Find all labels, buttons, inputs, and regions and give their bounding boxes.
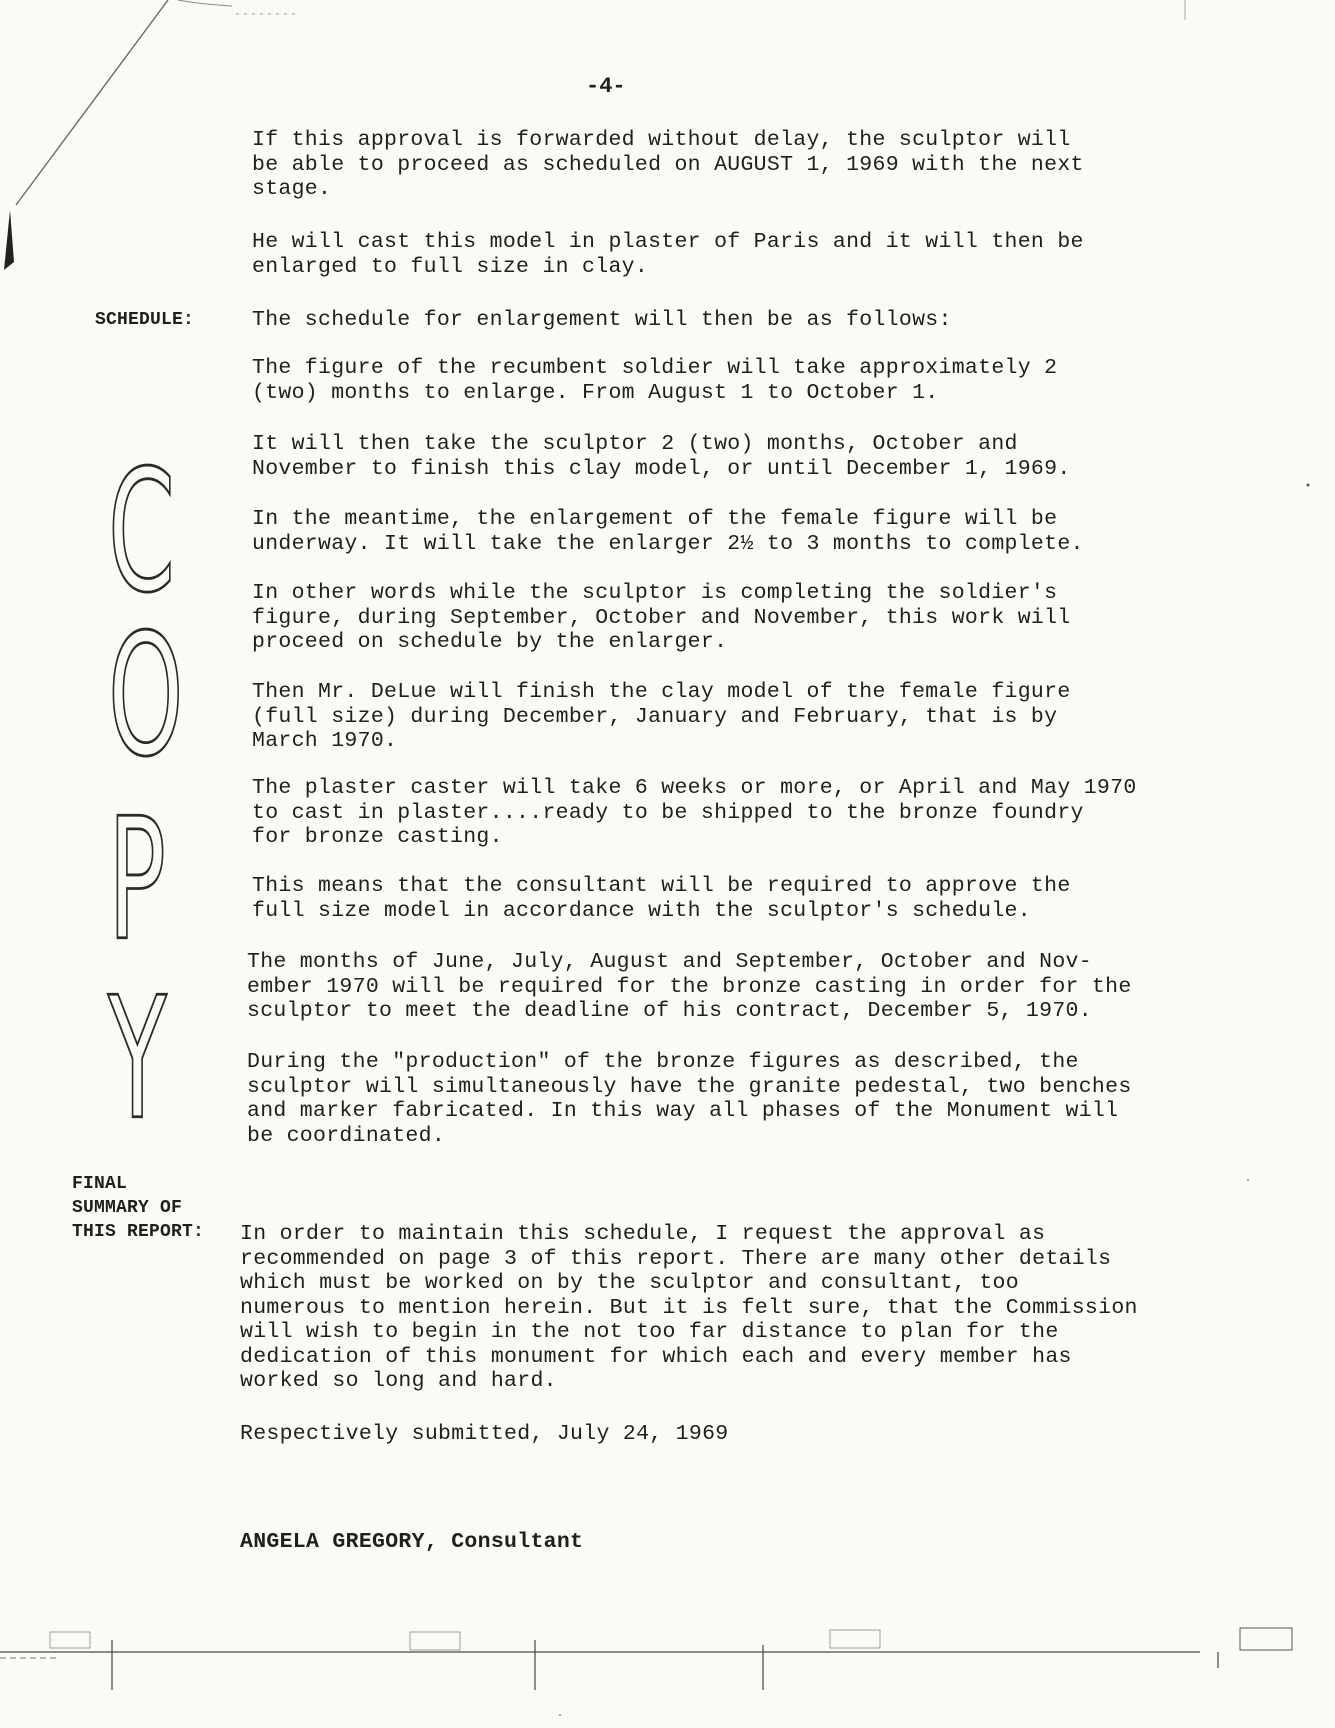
paragraph-approval: If this approval is forwarded without delay, the sculptor will be able to proceed as scheduled on AUGUST 1, 1969 with the next stage.	[252, 128, 1084, 201]
paragraph-schedule-intro: The schedule for enlargement will then be as follows:	[252, 308, 952, 332]
paragraph-female-figure: In the meantime, the enlargement of the female figure will be underway. It will take the enlarger 2½ to 3 months to complete.	[252, 507, 1084, 556]
paragraph-soldier-figure: The figure of the recumbent soldier will take approximately 2 (two) months to enlarge. From August 1 to October 1.	[252, 356, 1058, 405]
copy-stamp-letter-p: P	[108, 782, 166, 978]
schedule-label: SCHEDULE:	[95, 310, 195, 330]
paragraph-final-summary: In order to maintain this schedule, I request the approval as recommended on page 3 of this report. There are many other details which must be worked on by the sculptor and consultant, too numerous to mention herein. But it is felt sure, that the Commission will wish to begin in the not too far distance to plan for the dedication of this monument for which each and every member has worked so long and hard.	[240, 1222, 1138, 1393]
copy-stamp-letter-o: O	[108, 598, 184, 794]
paragraph-consultant-approval: This means that the consultant will be required to approve the full size model in accordance with the sculptor's schedule.	[252, 874, 1071, 923]
submission-date: Respectively submitted, July 24, 1969	[240, 1422, 729, 1446]
paragraph-production: During the "production" of the bronze figures as described, the sculptor will simultaneously have the granite pedestal, two benches and marker fabricated. In this way all phases of the Monument will be coordinated.	[247, 1050, 1132, 1148]
copy-stamp-letter-c: C	[108, 434, 176, 630]
page-number: -4-	[586, 74, 626, 99]
copy-stamp-letter-y: Y	[108, 961, 167, 1157]
paragraph-plaster-cast: He will cast this model in plaster of Paris and it will then be enlarged to full size in clay.	[252, 230, 1084, 279]
signature-line: ANGELA GREGORY, Consultant	[240, 1530, 584, 1554]
paragraph-clay-model: It will then take the sculptor 2 (two) months, October and November to finish this clay model, or until December 1, 1969.	[252, 432, 1071, 481]
paragraph-delue-finish: Then Mr. DeLue will finish the clay model of the female figure (full size) during December, January and February, that is by March 1970.	[252, 680, 1071, 753]
final-summary-label: FINAL SUMMARY OF THIS REPORT:	[72, 1174, 205, 1242]
paragraph-bronze-casting: The months of June, July, August and September, October and Nov- ember 1970 will be required for the bronze casting in order for the sculptor to meet the deadline of his contract, December 5, 1970.	[247, 950, 1132, 1023]
paragraph-plaster-caster: The plaster caster will take 6 weeks or more, or April and May 1970 to cast in plaster....ready to be shipped to the bronze foundry for bronze casting.	[252, 776, 1137, 849]
paragraph-in-other-words: In other words while the sculptor is completing the soldier's figure, during September, October and November, this work will proceed on schedule by the enlarger.	[252, 581, 1071, 654]
